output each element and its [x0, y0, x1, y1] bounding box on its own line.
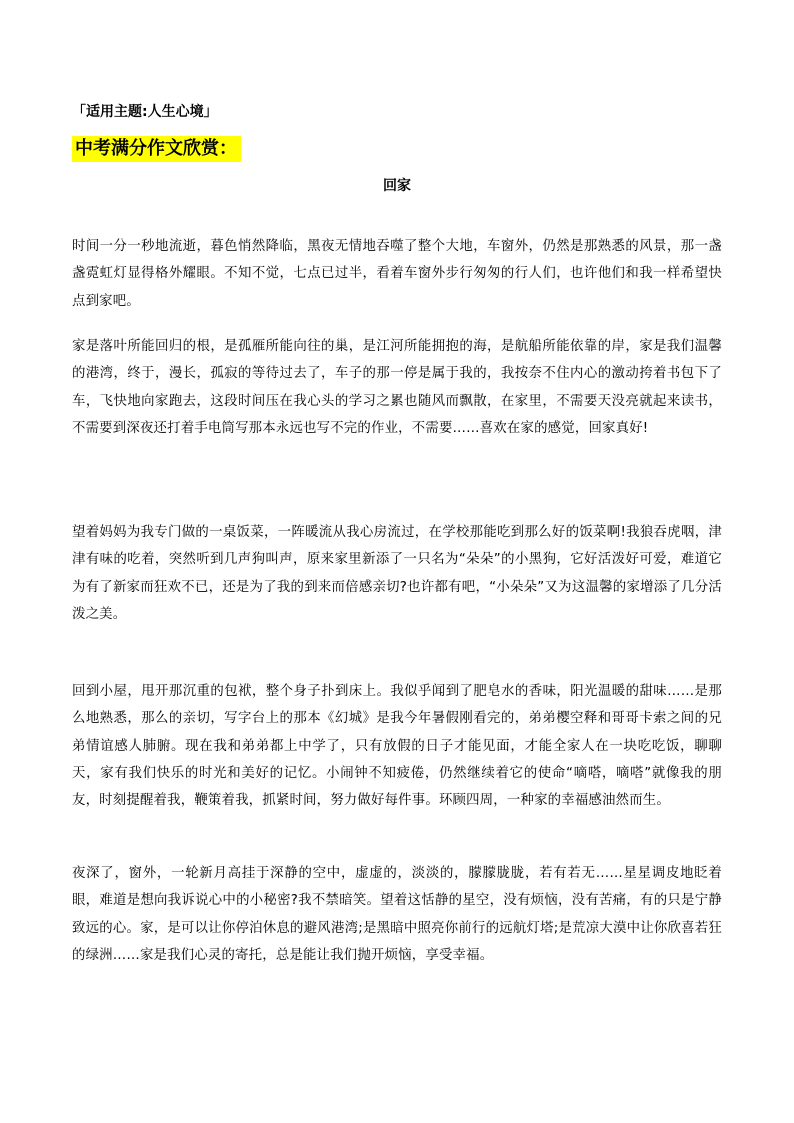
essay-paragraph: 家是落叶所能回归的根，是孤雁所能向往的巢，是江河所能拥抱的海，是航船所能依靠的岸，家是我们温馨的港湾，终于，漫长，孤寂的等待过去了，车子的那一停是属于我的，我按奈不住内心的激动挎着书包下了车，飞快地向家跑去，这段时间压在我心头的学习之累也随风而飘散，在家里，不需要天没亮就起来读书，不需要到深夜还打着手电筒写那本永远也写不完的作业，不需要……喜欢在家的感觉，回家真好! — [72, 339, 722, 436]
theme-tag: 「适用主题:人生心境」 — [72, 104, 218, 120]
essay-paragraph: 望着妈妈为我专门做的一桌饭菜，一阵暖流从我心房流过，在学校那能吃到那么好的饭菜啊!我狼吞虎咽，津津有味的吃着，突然听到几声狗叫声，原来家里新添了一只名为“朵朵”的小黑狗，它好活泼好可爱，难道它为有了新家而狂欢不已，还是为了我的到来而倍感亲切?也许都有吧，“小朵朵”又为这温馨的家增添了几分活泼之美。 — [72, 525, 722, 622]
essay-paragraph: 回到小屋，甩开那沉重的包袱，整个身子扑到床上。我似乎闻到了肥皂水的香味，阳光温暖的甜味……是那么地熟悉，那么的亲切，写字台上的那本《幻城》是我今年暑假刚看完的，弟弟樱空释和哥哥卡索之间的兄弟情谊感人肺腑。现在我和弟弟都上中学了，只有放假的日子才能见面，才能全家人在一块吃吃饭，聊聊天，家有我们快乐的时光和美好的记忆。小闹钟不知疲倦，仍然继续着它的使命“嘀嗒，嘀嗒”就像我的朋友，时刻提醒着我，鞭策着我，抓紧时间，努力做好每件事。环顾四周，一种家的幸福感油然而生。 — [72, 684, 722, 809]
section-heading: 中考满分作文欣赏： — [72, 136, 241, 162]
essay-paragraph: 时间一分一秒地流逝，暮色悄然降临，黑夜无情地吞噬了整个大地，车窗外，仍然是那熟悉的风景，那一盏盏霓虹灯显得格外耀眼。不知不觉，七点已过半，看着车窗外步行匆匆的行人们，也许他们和我一样希望快点到家吧。 — [72, 239, 722, 309]
essay-title: 回家 — [383, 178, 411, 194]
essay-paragraph: 夜深了，窗外，一轮新月高挂于深静的空中，虚虚的，淡淡的，朦朦胧胧，若有若无……星星调皮地眨着眼，难道是想向我诉说心中的小秘密?我不禁暗笑。望着这恬静的星空，没有烦恼，没有苦痛，有的只是宁静致远的心。家，是可以让你停泊休息的避风港湾;是黑暗中照亮你前行的远航灯塔;是荒凉大漠中让你欣喜若狂的绿洲……家是我们心灵的寄托，总是能让我们抛开烦恼，享受幸福。 — [72, 866, 722, 963]
